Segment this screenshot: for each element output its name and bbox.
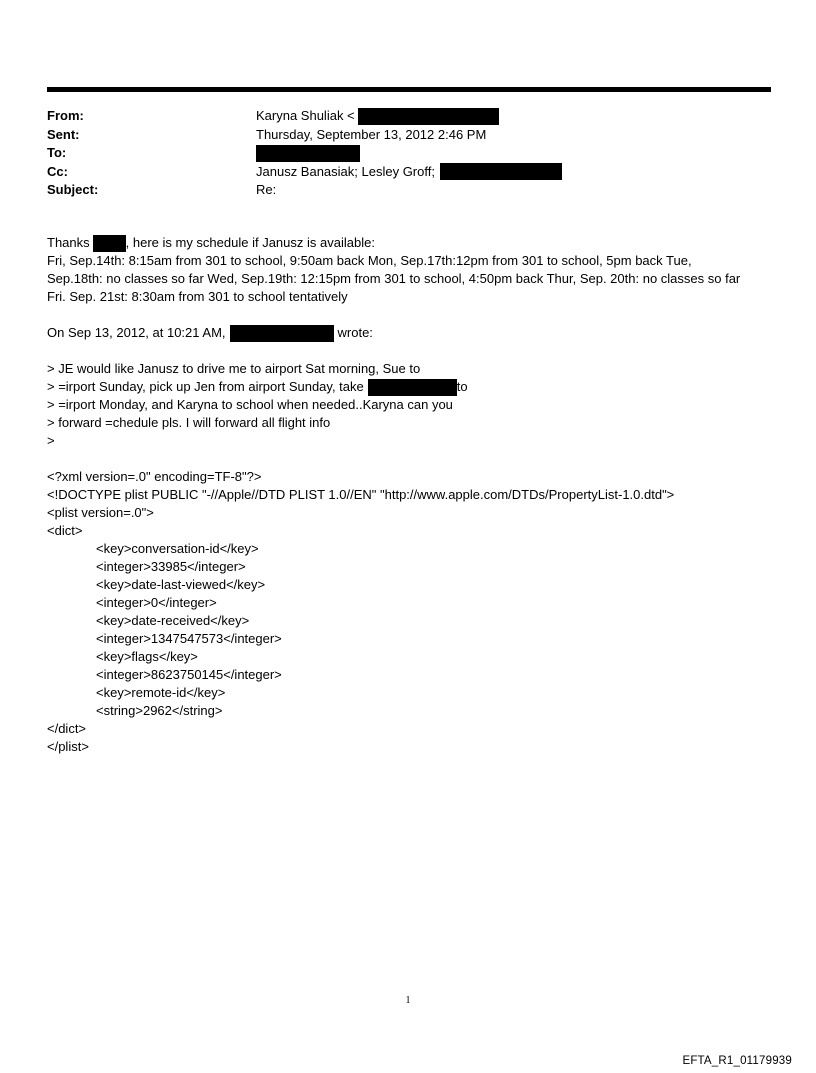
quote-intro-line	[47, 324, 777, 342]
plist-open: <plist version=.0">	[47, 505, 154, 520]
cc-names: Janusz Banasiak; Lesley Groff;	[256, 163, 435, 179]
quoted-line-2-post: to	[456, 379, 468, 394]
to-label: To:	[47, 145, 67, 160]
email-header	[47, 107, 771, 200]
greeting-pre: Thanks	[47, 235, 90, 250]
plist-doctype: <!DOCTYPE plist PUBLIC "-//Apple//DTD PLIST 1.0//EN" "http://www.apple.com/DTDs/PropertyList-1.0.dtd">	[47, 487, 675, 502]
from-name: Karyna Shuliak <	[256, 108, 355, 123]
email-body	[47, 234, 777, 756]
quoted-line: > forward =chedule pls. I will forward all flight info	[47, 415, 331, 430]
quoted-line: >	[47, 433, 55, 448]
sent-label: Sent:	[47, 126, 80, 142]
from-value	[256, 107, 499, 126]
schedule-line: Fri. Sep. 21st: 8:30am from 301 to school tentatively	[47, 289, 348, 304]
from-label: From:	[47, 108, 84, 123]
page-number: 1	[405, 995, 411, 1006]
sent-value: Thursday, September 13, 2012 2:46 PM	[256, 126, 487, 142]
bates-number: EFTA_R1_01179939	[682, 1055, 792, 1067]
greeting-post: , here is my schedule if Janusz is available:	[125, 235, 375, 250]
plist-xml-decl: <?xml version=.0" encoding=TF-8"?>	[47, 469, 262, 484]
cc-label: Cc:	[47, 163, 68, 179]
quoted-line-2-pre: > =irport Sunday, pick up Jen from airport Sunday, take	[47, 379, 364, 394]
plist-entry: <key>date-last-viewed</key>	[96, 577, 266, 592]
quote-intro-post: wrote:	[337, 325, 373, 340]
plist-entry: <key>flags</key>	[96, 649, 198, 664]
to-row	[47, 144, 771, 163]
quote-intro-pre: On Sep 13, 2012, at 10:21 AM,	[47, 325, 226, 340]
dict-close: </dict>	[47, 721, 87, 736]
plist-entry: <integer>33985</integer>	[96, 559, 246, 574]
from-row	[47, 107, 771, 126]
plist-close: </plist>	[47, 739, 89, 754]
plist-entry: <key>date-received</key>	[96, 613, 250, 628]
redaction-greeting-name	[93, 235, 126, 252]
subject-value: Re:	[256, 182, 277, 197]
redaction-to	[256, 145, 360, 162]
redaction-quote-sender	[230, 325, 334, 342]
greeting-line	[47, 234, 777, 252]
sent-row	[47, 126, 771, 145]
header-rule	[47, 87, 771, 92]
cc-row	[47, 163, 771, 182]
quoted-line	[47, 378, 777, 396]
plist-entry: <key>conversation-id</key>	[96, 541, 259, 556]
redaction-quoted-name	[368, 379, 457, 396]
schedule-line: Sep.18th: no classes so far Wed, Sep.19th: 12:15pm from 301 to school, 4:50pm back Thur, Sep. 20th: no classes so far	[47, 271, 741, 286]
plist-entry: <integer>0</integer>	[96, 595, 217, 610]
plist-entry: <string>2962</string>	[96, 703, 223, 718]
quoted-line: > JE would like Janusz to drive me to airport Sat morning, Sue to	[47, 361, 421, 376]
dict-open: <dict>	[47, 523, 83, 538]
schedule-line: Fri, Sep.14th: 8:15am from 301 to school, 9:50am back Mon, Sep.17th:12pm from 301 to school, 5pm back Tue,	[47, 253, 692, 268]
plist-entry: <integer>8623750145</integer>	[96, 667, 282, 682]
plist-entry: <integer>1347547573</integer>	[96, 631, 282, 646]
plist-entry: <key>remote-id</key>	[96, 685, 226, 700]
subject-row	[47, 181, 771, 200]
cc-value	[256, 163, 562, 182]
redaction-cc	[440, 163, 562, 180]
subject-label: Subject:	[47, 182, 99, 197]
redaction-from-email	[358, 108, 499, 125]
quoted-line: > =irport Monday, and Karyna to school when needed..Karyna can you	[47, 397, 453, 412]
to-value	[256, 145, 360, 162]
